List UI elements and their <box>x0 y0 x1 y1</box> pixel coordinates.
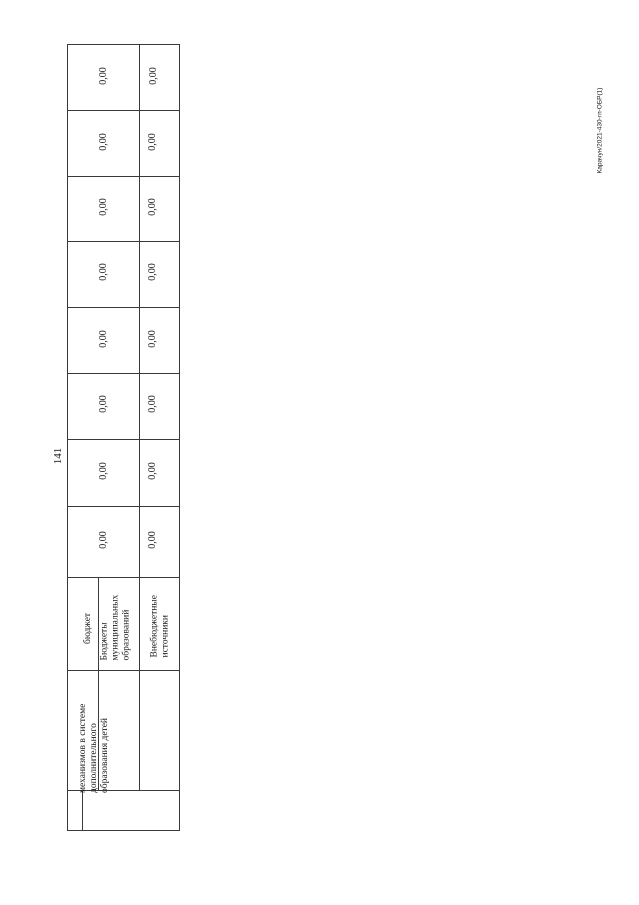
value-cell: 0,00 <box>98 330 109 348</box>
source-label-line: источники <box>160 615 171 658</box>
table-line-row-8 <box>67 241 180 242</box>
source-label-line: образований <box>121 609 132 661</box>
row-description-line: дополнительного <box>89 723 99 793</box>
row-description <box>78 668 113 793</box>
table-line-row-6 <box>67 373 180 374</box>
value-cell: 0,00 <box>148 67 159 85</box>
value-cell: 0,00 <box>98 67 109 85</box>
table-line-row-10 <box>67 110 180 111</box>
source-label-line: Внебюджетные <box>149 595 160 658</box>
table-line-row-5 <box>67 439 180 440</box>
value-cell: 0,00 <box>147 395 158 413</box>
table-line-row-3 <box>67 577 180 578</box>
value-cell: 0,00 <box>147 531 158 549</box>
table-line-col-b <box>139 44 140 791</box>
table-border-bottom <box>67 830 180 831</box>
value-cell: 0,00 <box>98 395 109 413</box>
row-description-line: образования детей <box>100 718 110 793</box>
value-cell: 0,00 <box>98 263 109 281</box>
table-line-row-4 <box>67 506 180 507</box>
footer-document-code: Карачун/2021-430-гп-ОБР(1) <box>596 87 604 174</box>
source-label-municipal <box>100 581 135 661</box>
value-cell: 0,00 <box>147 462 158 480</box>
value-cell: 0,00 <box>98 198 109 216</box>
page-number: 141 <box>52 447 64 465</box>
value-cell: 0,00 <box>147 198 158 216</box>
value-cell: 0,00 <box>147 263 158 281</box>
table-line-row-9 <box>67 176 180 177</box>
value-cell: 0,00 <box>147 133 158 151</box>
table-border-right <box>179 44 180 831</box>
value-cell: 0,00 <box>98 133 109 151</box>
value-cell: 0,00 <box>147 330 158 348</box>
source-label-line: Бюджеты <box>99 622 110 661</box>
source-label-extrabudgetary <box>150 586 173 658</box>
table-border-top <box>67 44 180 45</box>
source-label-continued: бюджет <box>83 612 93 644</box>
table-border-left <box>67 44 68 831</box>
table-line-row-7 <box>67 307 180 308</box>
source-label-line: муниципальных <box>110 594 121 661</box>
value-cell: 0,00 <box>98 531 109 549</box>
table-line-col-a <box>82 790 83 831</box>
row-description-line: механизмов в системе <box>78 703 88 793</box>
value-cell: 0,00 <box>98 462 109 480</box>
